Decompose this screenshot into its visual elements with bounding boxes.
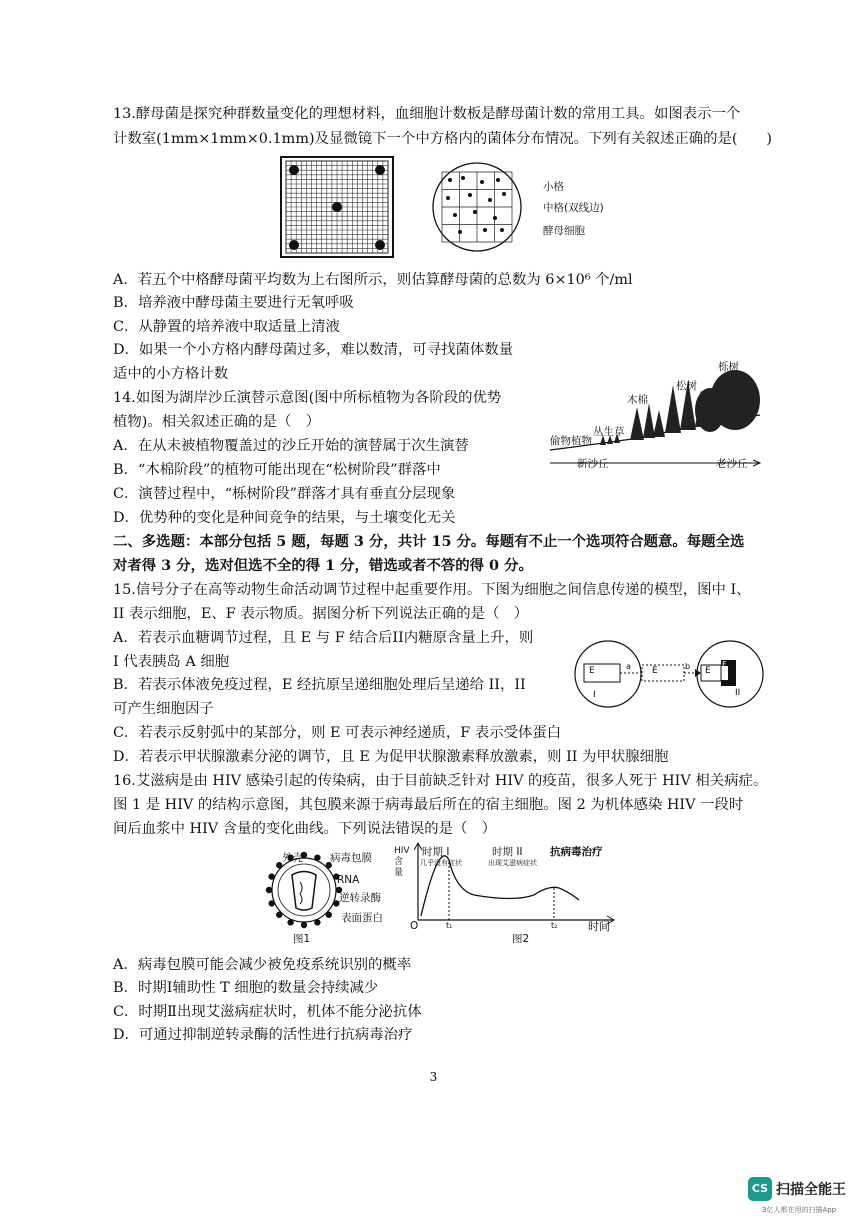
q14-stem-line2: 植物)。相关叙述正确的是（ ） (113, 414, 321, 430)
middle-square-figure (430, 160, 535, 255)
x-axis-label: 时间 (588, 920, 610, 933)
label-old-dune: 老沙丘 (716, 458, 748, 470)
q14-option-a: A．在从未被植物覆盖过的沙丘开始的演替属于次生演替 (113, 438, 469, 454)
label-new-dune: 新沙丘 (577, 458, 609, 470)
section2-header-line2: 对者得 3 分，选对但选不全的得 1 分，错选或者不答的得 0 分。 (113, 557, 533, 574)
q15-option-b-line1: B．若表示体液免疫过程，E 经抗原呈递细胞处理后呈递给 II，II (113, 677, 526, 693)
signal-e-1: E (589, 666, 595, 676)
y-axis-label: HIV含量 (394, 846, 410, 878)
signal-e-2: E (652, 666, 658, 676)
label-yeast-cell: 酵母细胞 (543, 225, 585, 237)
q13-option-b: B．培养液中酵母菌主要进行无氧呼吸 (113, 295, 354, 311)
signal-a: a (626, 662, 631, 671)
q15-option-a-line2: I 代表胰岛 A 细胞 (113, 654, 230, 670)
q16-option-c: C．时期Ⅱ出现艾滋病症状时，机体不能分泌抗体 (113, 1004, 422, 1020)
label-pioneer-plants: 偷物植物 (550, 435, 592, 447)
watermark-subtitle: 3亿人都在用的扫描App (762, 1206, 837, 1214)
q16-option-b: B．时期Ⅰ辅助性 T 细胞的数量会持续减少 (113, 980, 379, 996)
q16-option-a: A．病毒包膜可能会减少被免疫系统识别的概率 (113, 957, 412, 973)
hiv-label-surface-protein: 表面蛋白 (341, 912, 383, 924)
label-cotton-tree: 木棉 (627, 394, 648, 406)
watermark-title: 扫描全能王 (776, 1182, 846, 1198)
fig2-caption: 图2 (512, 933, 530, 945)
q15-option-c: C．若表示反射弧中的某部分，则 E 可表示神经递质，F 表示受体蛋白 (113, 725, 562, 741)
label-small-square: 小格 (543, 181, 564, 193)
antiviral-label: 抗病毒治疗 (550, 846, 603, 858)
q13-stem-line1: 13.酵母菌是探究种群数量变化的理想材料，血细胞计数板是酵母菌计数的常用工具。如图表示一个 (113, 106, 741, 122)
asymptomatic-label: 几乎没有症状 (420, 859, 462, 867)
fig1-caption: 图1 (293, 933, 311, 945)
signal-e-3: E (705, 666, 711, 676)
hiv-label-rt: 逆转录酶 (339, 892, 381, 904)
q15-stem-line1: 15.信号分子在高等动物生命活动调节过程中起重要作用。下图为细胞之间信息传递的模型，图中 I、 (113, 582, 751, 598)
symptoms-label: 出现艾滋病症状 (488, 859, 537, 867)
section2-header-line1: 二、多选题：本部分包括 5 题，每题 3 分，共计 15 分。每题有不止一个选项符合题意。每题全选 (113, 533, 745, 550)
hiv-label-shell: 外壳 (282, 852, 303, 864)
cell-signal-figure (570, 638, 770, 710)
cell-i-label: I (593, 690, 596, 700)
signal-f: F (722, 660, 727, 669)
t2-label: t₂ (551, 921, 558, 930)
counting-chamber-figure (280, 156, 395, 259)
t1-label: t₁ (446, 921, 453, 930)
hiv-label-envelope: 病毒包膜 (330, 852, 372, 864)
q15-option-a-line1: A．若表示血糖调节过程，且 E 与 F 结合后II内糖原含量上升，则 (113, 630, 534, 646)
q15-option-d: D．若表示甲状腺激素分泌的调节，且 E 为促甲状腺激素释放激素，则 II 为甲状腺细胞 (113, 749, 669, 765)
hiv-label-rna: RNA (337, 874, 360, 886)
q13-option-c: C．从静置的培养液中取适量上清液 (113, 319, 340, 335)
q14-option-d: D．优势种的变化是种间竞争的结果，与土壤变化无关 (113, 510, 456, 526)
q14-option-c: C．演替过程中，“栎树阶段”群落才具有垂直分层现象 (113, 486, 456, 502)
q16-stem-line2: 图 1 是 HIV 的结构示意图，其包膜来源于病毒最后所在的宿主细胞。图 2 为机体感染 HIV 一段时 (113, 797, 744, 813)
cell-ii-label: II (735, 688, 741, 698)
period-1-label: 时期 I (422, 846, 450, 858)
label-grass: 丛生草 (593, 426, 625, 438)
label-middle-square: 中格(双线边) (543, 202, 604, 214)
q16-stem-line1: 16.艾滋病是由 HIV 感染引起的传染病，由于目前缺乏针对 HIV 的疫苗，很多人死于 HIV 相关病症。 (113, 773, 768, 789)
scanner-watermark (748, 1177, 858, 1217)
period-2-label: 时期 II (492, 846, 523, 858)
q15-stem-line2: II 表示细胞，E、F 表示物质。据图分析下列说法正确的是（ ） (113, 606, 529, 622)
page-number: 3 (429, 1070, 438, 1084)
q16-option-d: D．可通过抑制逆转录酶的活性进行抗病毒治疗 (113, 1027, 413, 1043)
q14-option-b: B．“木棉阶段”的植物可能出现在“松树阶段”群落中 (113, 462, 441, 478)
camscanner-logo-icon: CS (748, 1177, 772, 1201)
q13-option-a: A．若五个中格酵母菌平均数为上右图所示，则估算酵母菌的总数为 6×10⁶ 个/ml (113, 272, 633, 288)
q15-option-b-line2: 可产生细胞因子 (113, 701, 214, 717)
q13-stem-line2: 计数室(1mm×1mm×0.1mm)及显微镜下一个中方格内的菌体分布情况。下列有关叙述正确的是( ) (113, 131, 772, 147)
q13-option-d-line1: D．如果一个小方格内酵母菌过多，难以数清，可寻找菌体数量 (113, 342, 514, 358)
q16-stem-line3: 间后血浆中 HIV 含量的变化曲线。下列说法错误的是（ ） (113, 821, 497, 837)
origin-label: O (410, 920, 419, 932)
q14-stem-line1: 14.如图为湖岸沙丘演替示意图(图中所标植物为各阶段的优势 (113, 390, 502, 406)
label-oak: 栎树 (718, 361, 739, 373)
label-pine: 松树 (676, 380, 697, 392)
signal-b: b (685, 662, 691, 671)
q13-option-d-line2: 适中的小方格计数 (113, 366, 229, 382)
